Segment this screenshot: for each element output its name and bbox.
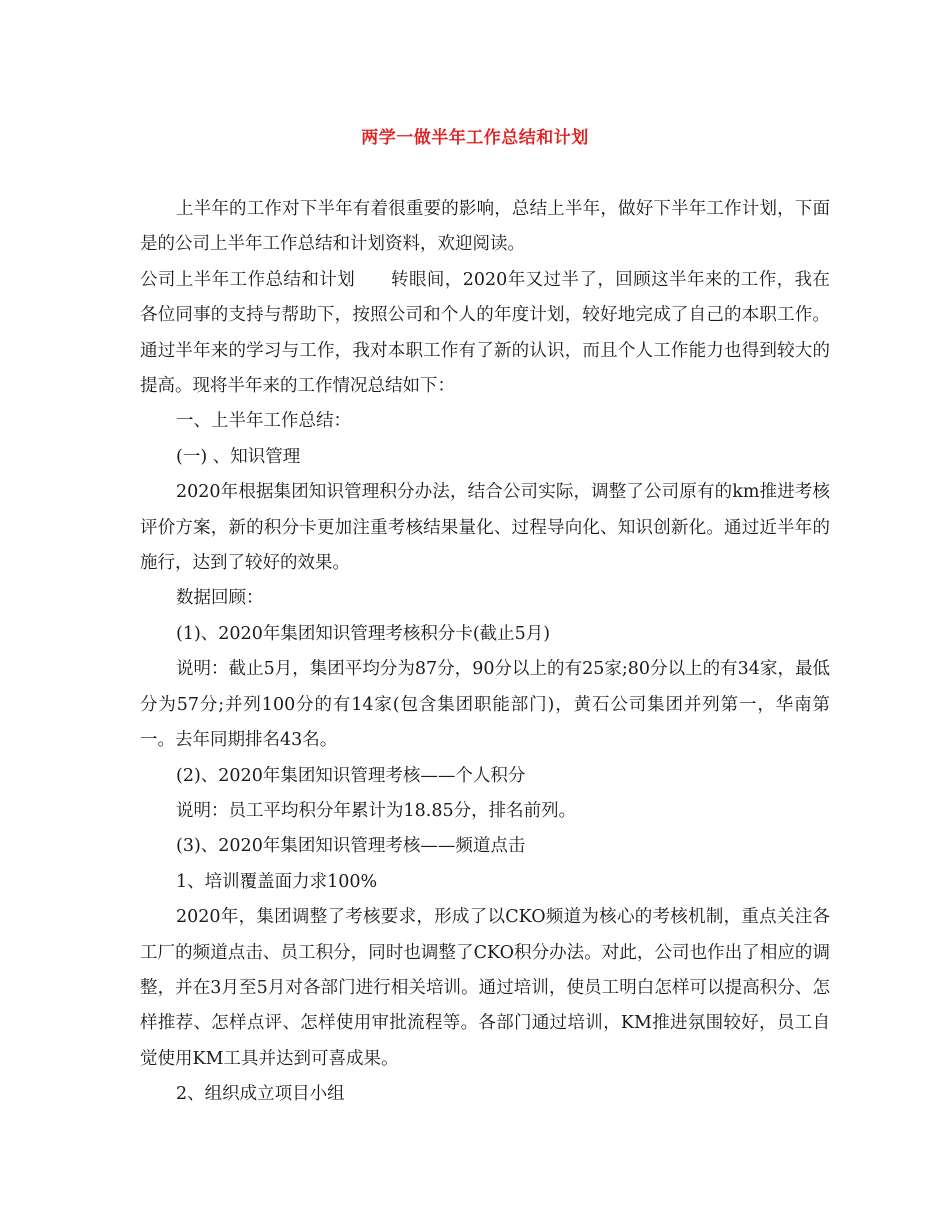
paragraph: 2020年根据集团知识管理积分办法，结合公司实际，调整了公司原有的km推进考核评价方案，新的积分卡更加注重考核结果量化、过程导向化、知识创新化。通过近半年的施行，达到了较好的效果。 [140, 482, 830, 574]
paragraph: 公司上半年工作总结和计划 转眼间，2020年又过半了，回顾这半年来的工作，我在各位同事的支持与帮助下，按照公司和个人的年度计划，较好地完成了自己的本职工作。通过半年来的学习与工作，我对本职工作有了新的认识，而且个人工作能力也得到较大的提高。现将半年来的工作情况总结如下： [140, 269, 830, 397]
paragraph: 数据回顾： [176, 588, 264, 609]
paragraph: 说明：截止5月，集团平均分为87分，90分以上的有25家;80分以上的有34家，最低分为57分;并列100分的有14家(包含集团职能部门)，黄石公司集团并列第一，华南第一。去年同期排名43名。 [140, 659, 830, 751]
paragraph: (3)、2020年集团知识管理考核——频道点击 [176, 836, 526, 857]
subsection-heading: (一) 、知识管理 [176, 446, 301, 467]
document-title: 两学一做半年工作总结和计划 [361, 128, 589, 148]
paragraph: (1)、2020年集团知识管理考核积分卡(截止5月) [176, 623, 551, 644]
section-heading: 一、上半年工作总结： [176, 411, 351, 432]
paragraph: 说明：员工平均积分年累计为18.85分，排名前列。 [176, 800, 577, 821]
paragraph: 上半年的工作对下半年有着很重要的影响，总结上半年，做好下半年工作计划，下面是的公司上半年工作总结和计划资料，欢迎阅读。 [140, 199, 830, 255]
paragraph: 2020年，集团调整了考核要求，形成了以CKO频道为核心的考核机制，重点关注各工厂的频道点击、员工积分，同时也调整了CKO积分办法。对此，公司也作出了相应的调整，并在3月至5月对各部门进行相关培训。通过培训，使员工明白怎样可以提高积分、怎样推荐、怎样点评、怎样使用审批流程等。各部门通过培训，KM推进氛围较好，员工自觉使用KM工具并达到可喜成果。 [140, 907, 830, 1069]
paragraph: 1、培训覆盖面力求100% [176, 871, 378, 892]
document-body [140, 192, 830, 1113]
paragraph: 2、组织成立项目小组 [176, 1084, 345, 1105]
paragraph: (2)、2020年集团知识管理考核——个人积分 [176, 765, 526, 786]
